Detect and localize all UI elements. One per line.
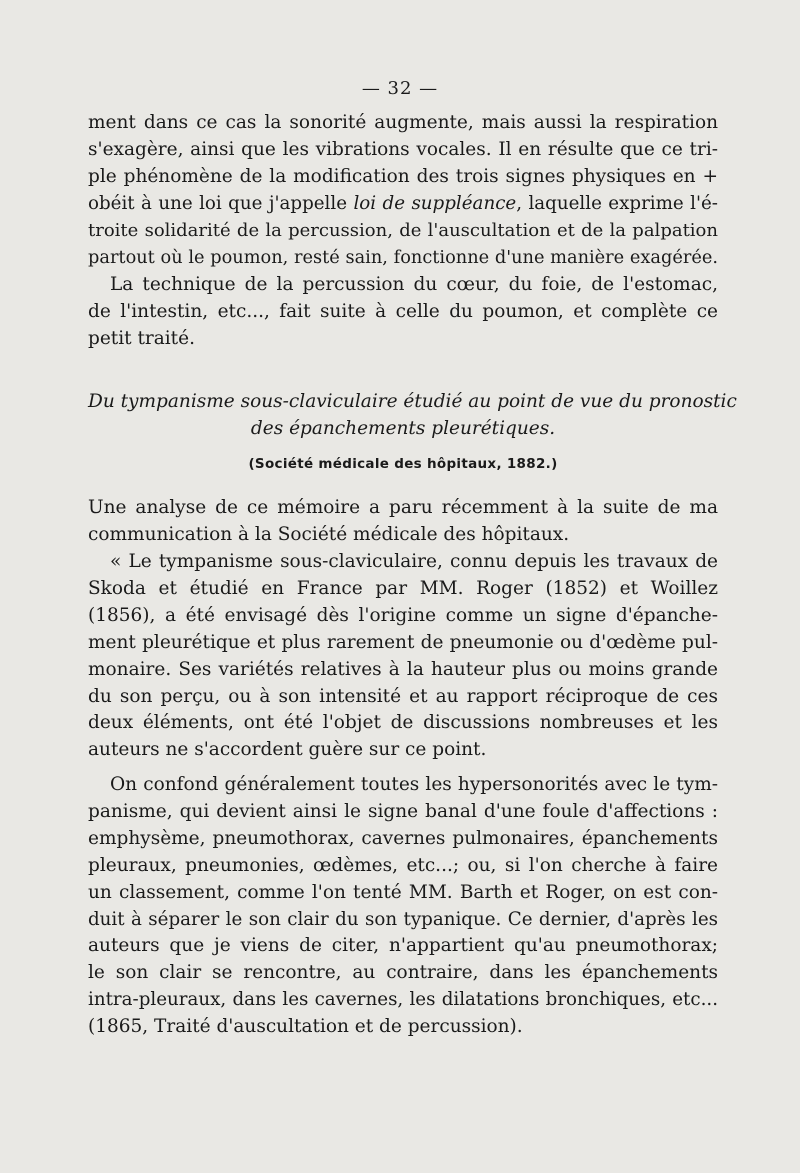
text-line: « Le tympanisme sous-claviculaire, connu depuis les travaux de <box>110 551 718 572</box>
text-line: Une analyse de ce mémoire a paru récemment à la suite de ma <box>88 497 718 518</box>
paragraph-4 <box>88 549 718 764</box>
text-line: monaire. Ses variétés relatives à la hauteur plus ou moins grande <box>88 658 718 680</box>
text-line: (1865, Traité d'auscultation et de percussion). <box>88 1016 523 1038</box>
heading-line: des épanchements pleurétiques. <box>250 418 556 439</box>
section-heading <box>88 388 737 442</box>
text-line: ment pleurétique et plus rarement de pneumonie ou d'œdème pul- <box>88 631 718 653</box>
page-number: — 32 — <box>361 78 439 99</box>
text-line: s'exagère, ainsi que les vibrations vocales. Il en résulte que ce tri- <box>88 138 718 160</box>
text-line: Skoda et étudié en France par MM. Roger (1852) et Woillez <box>88 577 718 599</box>
text-line: ment dans ce cas la sonorité augmente, mais aussi la respiration <box>88 112 718 133</box>
text-line: petit traité. <box>88 327 195 349</box>
text-segment: , laquelle exprime l'é- <box>516 192 718 214</box>
text-line: panisme, qui devient ainsi le signe banal d'une foule d'affections : <box>88 800 718 822</box>
text-line: La technique de la percussion du cœur, du foie, de l'estomac, <box>110 274 718 295</box>
text-line-with-italic <box>88 191 718 218</box>
text-line: pleuraux, pneumonies, œdèmes, etc...; ou, si l'on cherche à faire <box>88 854 718 876</box>
text-line: communication à la Société médicale des hôpitaux. <box>88 523 570 545</box>
text-line: un classement, comme l'on tenté MM. Barth et Roger, on est con- <box>88 881 718 903</box>
italic-term: loi de suppléance <box>353 192 517 214</box>
paragraph-1 <box>88 110 718 271</box>
text-line: auteurs que je viens de citer, n'appartient qu'au pneumothorax; <box>88 935 718 957</box>
text-line: (1856), a été envisagé dès l'origine comme un signe d'épanche- <box>88 604 718 626</box>
text-line: du son perçu, ou à son intensité et au rapport réciproque de ces <box>88 685 718 707</box>
text-line: intra-pleuraux, dans les cavernes, les dilatations bronchiques, etc... <box>88 989 718 1011</box>
text-line: duit à séparer le son clair du son typanique. Ce dernier, d'après les <box>88 908 718 930</box>
source-citation: (Société médicale des hôpitaux, 1882.) <box>248 456 558 472</box>
text-line: deux éléments, ont été l'objet de discussions nombreuses et les <box>88 712 718 734</box>
text-line: de l'intestin, etc..., fait suite à celle du poumon, et complète ce <box>88 300 718 322</box>
text-line: troite solidarité de la percussion, de l'auscultation et de la palpation <box>88 219 718 241</box>
text-segment: obéit à une loi que j'appelle <box>88 192 348 214</box>
paragraph-5 <box>88 772 718 1041</box>
text-line: le son clair se rencontre, au contraire, dans les épanchements <box>88 962 718 984</box>
text-line: emphysème, pneumothorax, cavernes pulmonaires, épanchements <box>88 827 718 849</box>
text-line: On confond généralement toutes les hypersonorités avec le tym- <box>110 774 718 795</box>
heading-line: Du tympanisme sous-claviculaire étudié au point de vue du pronostic <box>88 391 737 412</box>
text-line: auteurs ne s'accordent guère sur ce point. <box>88 739 487 761</box>
text-line: partout où le poumon, resté sain, fonctionne d'une manière exagérée. <box>88 247 718 268</box>
paragraph-2 <box>88 272 718 353</box>
text-line: ple phénomène de la modification des trois signes physiques en + <box>88 165 718 187</box>
paragraph-3 <box>88 495 718 549</box>
